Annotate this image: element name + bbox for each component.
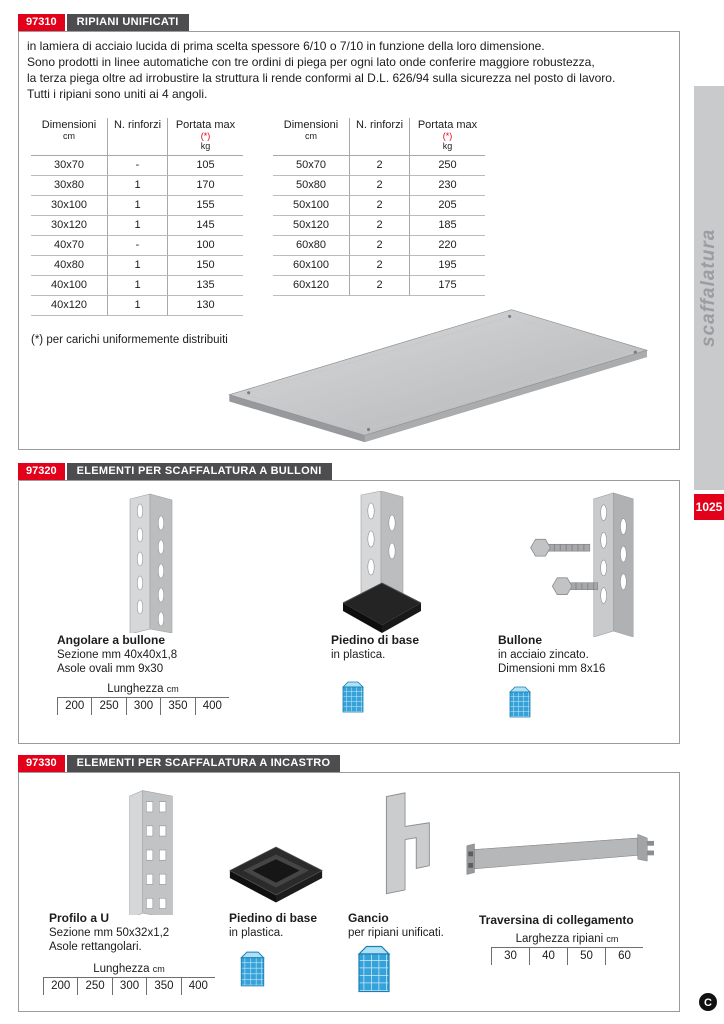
cell-rinforzi: 1: [107, 296, 167, 316]
table-row: [31, 276, 243, 296]
length-value: 300: [112, 978, 146, 995]
cell-dimensioni: 30x100: [31, 196, 107, 216]
angolare-line2: Asole ovali mm 9x30: [57, 663, 164, 675]
cell-dimensioni: 40x80: [31, 256, 107, 276]
cell-rinforzi: -: [107, 156, 167, 176]
widths-unit: cm: [606, 934, 619, 944]
table-row: [31, 256, 243, 276]
gancio-line1: per ripiani unificati.: [348, 927, 444, 939]
cell-dimensioni: 30x70: [31, 156, 107, 176]
length-value: 400: [181, 978, 215, 995]
table-row: [273, 236, 485, 256]
package-icon: [508, 686, 532, 718]
column-header-portata: Portata max (*) kg: [409, 118, 485, 156]
cell-rinforzi: 2: [349, 236, 409, 256]
cell-rinforzi: 2: [349, 256, 409, 276]
cell-portata: 170: [167, 176, 243, 196]
cell-portata: 185: [409, 216, 485, 236]
length-value: 250: [77, 978, 111, 995]
table-row: [273, 216, 485, 236]
column-header-dimensioni: Dimensioni cm: [31, 118, 107, 156]
package-icon: [356, 945, 392, 993]
table-header-row: [273, 118, 485, 156]
gancio-illustration: [361, 791, 451, 903]
length-value: 400: [195, 698, 229, 715]
section1-title: RIPIANI UNIFICATI: [67, 14, 189, 31]
cell-dimensioni: 30x120: [31, 216, 107, 236]
column-header-portata: Portata max (*) kg: [167, 118, 243, 156]
package-icon: [341, 681, 365, 713]
width-value: 60: [605, 948, 643, 965]
angolare-line1: Sezione mm 40x40x1,8: [57, 649, 178, 661]
section1-header: [18, 14, 189, 31]
cell-portata: 195: [409, 256, 485, 276]
cell-rinforzi: 2: [349, 196, 409, 216]
table-row: [31, 156, 243, 176]
traversina-widths: [491, 933, 643, 965]
profilo-name: Profilo a U: [49, 911, 110, 925]
lengths-unit: cm: [166, 684, 179, 694]
cell-portata: 150: [167, 256, 243, 276]
sidebar-strip: [694, 86, 724, 490]
cell-rinforzi: 1: [107, 276, 167, 296]
description-line: la terza piega oltre ad irrobustire la struttura li rende conformi al D.L. 626/94 sulla sicurezza nel posto di lavoro.: [27, 71, 616, 85]
cell-rinforzi: -: [107, 236, 167, 256]
sidebar-category-label: scaffalatura: [698, 228, 719, 348]
spec-table-2: [273, 118, 485, 296]
length-value: 350: [160, 698, 194, 715]
cell-dimensioni: 30x80: [31, 176, 107, 196]
cell-dimensioni: 50x120: [273, 216, 349, 236]
table-row: [31, 196, 243, 216]
table-row: [31, 296, 243, 316]
table-row: [31, 176, 243, 196]
profilo-line1: Sezione mm 50x32x1,2: [49, 927, 170, 939]
piedino3-name: Piedino di base: [229, 911, 318, 925]
piedino-base-illustration: [331, 491, 431, 636]
length-value: 250: [91, 698, 125, 715]
description-line: Sono prodotti in linee automatiche con tre ordini di piega per ogni lato onde conferire maggiore robustezza,: [27, 55, 595, 69]
length-value: 200: [57, 698, 91, 715]
cell-rinforzi: 1: [107, 216, 167, 236]
cell-dimensioni: 60x100: [273, 256, 349, 276]
section2-box: [18, 480, 680, 744]
cell-portata: 175: [409, 276, 485, 296]
section3-title: ELEMENTI PER SCAFFALATURA A INCASTRO: [67, 755, 341, 772]
cell-rinforzi: 2: [349, 276, 409, 296]
cell-rinforzi: 1: [107, 196, 167, 216]
cell-dimensioni: 40x100: [31, 276, 107, 296]
cell-portata: 205: [409, 196, 485, 216]
cell-dimensioni: 60x120: [273, 276, 349, 296]
table-row: [273, 196, 485, 216]
cell-dimensioni: 50x100: [273, 196, 349, 216]
lengths-label: Lunghezza: [93, 963, 150, 975]
page-number-tab: 1025: [694, 494, 724, 520]
table-row: [273, 276, 485, 296]
angolare-name: Angolare a bullone: [57, 633, 166, 647]
table-row: [31, 216, 243, 236]
publisher-logo-letter: C: [704, 997, 712, 1009]
section2-header: [18, 463, 332, 480]
section1-code-badge: 97310: [18, 14, 65, 31]
section3-box: [18, 772, 680, 1012]
description-line: Tutti i ripiani sono uniti ai 4 angoli.: [27, 87, 208, 101]
profilo-u-illustration: [116, 785, 186, 915]
spec-table-1: [31, 118, 243, 316]
section2-title: ELEMENTI PER SCAFFALATURA A BULLONI: [67, 463, 332, 480]
widths-label: Larghezza ripiani: [515, 933, 604, 945]
shelf-illustration: [214, 300, 669, 445]
cell-dimensioni: 60x80: [273, 236, 349, 256]
length-value: 300: [126, 698, 160, 715]
table-row: [273, 256, 485, 276]
table-row: [31, 236, 243, 256]
cell-rinforzi: 1: [107, 256, 167, 276]
profilo-lengths: [43, 963, 215, 995]
package-icon: [239, 951, 266, 987]
width-value: 50: [567, 948, 605, 965]
traversina-name: Traversina di collegamento: [479, 913, 634, 927]
table-row: [273, 176, 485, 196]
section1-description: [27, 38, 675, 102]
column-header-rinforzi: N. rinforzi: [349, 118, 409, 156]
cell-portata: 105: [167, 156, 243, 176]
piedino-name: Piedino di base: [331, 633, 420, 647]
section3-code-badge: 97330: [18, 755, 65, 772]
width-value: 30: [491, 948, 529, 965]
cell-dimensioni: 50x80: [273, 176, 349, 196]
lengths-unit: cm: [152, 964, 165, 974]
cell-portata: 155: [167, 196, 243, 216]
section2-code-badge: 97320: [18, 463, 65, 480]
cell-portata: 100: [167, 236, 243, 256]
column-header-dimensioni: Dimensioni cm: [273, 118, 349, 156]
table-row: [273, 156, 485, 176]
traversina-illustration: [451, 815, 666, 887]
piedino-plastica-illustration: [221, 831, 331, 911]
bullone-name: Bullone: [498, 633, 542, 647]
cell-dimensioni: 40x120: [31, 296, 107, 316]
cell-rinforzi: 1: [107, 176, 167, 196]
width-value: 40: [529, 948, 567, 965]
publisher-logo: [698, 992, 718, 1012]
length-value: 350: [146, 978, 180, 995]
cell-dimensioni: 40x70: [31, 236, 107, 256]
length-value: 200: [43, 978, 77, 995]
footnote: (*) per carichi uniformemente distribuiti: [31, 334, 228, 346]
cell-portata: 130: [167, 296, 243, 316]
section3-header: [18, 755, 340, 772]
bullone-line2: Dimensioni mm 8x16: [498, 663, 606, 675]
cell-portata: 220: [409, 236, 485, 256]
profilo-line2: Asole rettangolari.: [49, 941, 142, 953]
bullone-illustration: [496, 489, 656, 637]
gancio-name: Gancio: [348, 911, 389, 925]
description-line: in lamiera di acciaio lucida di prima scelta spessore 6/10 o 7/10 in funzione della loro dimensione.: [27, 39, 545, 53]
cell-portata: 250: [409, 156, 485, 176]
cell-rinforzi: 2: [349, 176, 409, 196]
angolare-illustration: [116, 493, 186, 633]
cell-portata: 230: [409, 176, 485, 196]
cell-rinforzi: 2: [349, 216, 409, 236]
table-header-row: [31, 118, 243, 156]
piedino3-line1: in plastica.: [229, 927, 284, 939]
cell-dimensioni: 50x70: [273, 156, 349, 176]
cell-portata: 135: [167, 276, 243, 296]
column-header-rinforzi: N. rinforzi: [107, 118, 167, 156]
cell-rinforzi: 2: [349, 156, 409, 176]
piedino-line1: in plastica.: [331, 649, 386, 661]
lengths-label: Lunghezza: [107, 683, 164, 695]
cell-portata: 145: [167, 216, 243, 236]
bullone-line1: in acciaio zincato.: [498, 649, 589, 661]
angolare-lengths: [57, 683, 229, 715]
section1-box: [18, 31, 680, 450]
